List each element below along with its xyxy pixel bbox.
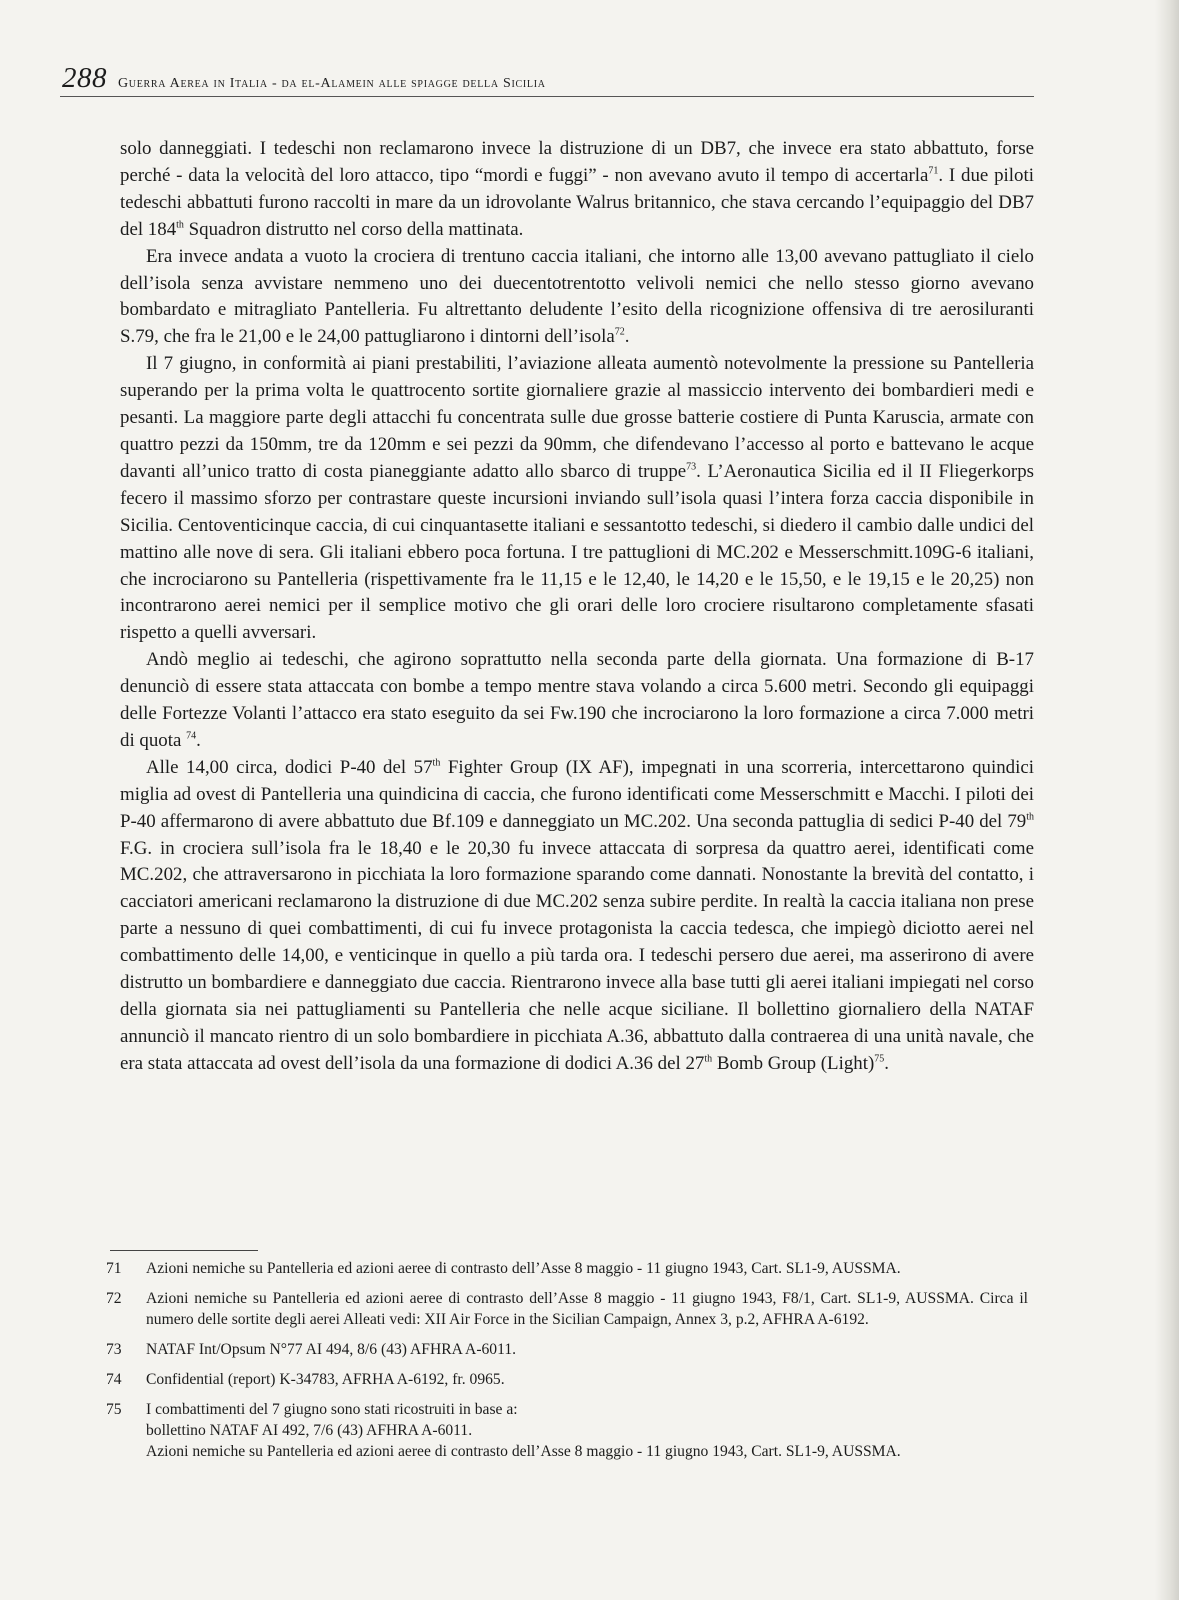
- footnote-divider: [110, 1250, 258, 1251]
- footnote-ref-72: 72: [614, 327, 625, 339]
- footnote-number: 75: [106, 1401, 122, 1418]
- footnote-text: Confidential (report) K-34783, AFRHA A-6192, fr. 0965.: [146, 1371, 505, 1388]
- paragraph-3-text-a: Il 7 giugno, in conformità ai piani prestabiliti, l’aviazione alleata aumentò notevolmente la pressione su Pantelleria superando per la prima volta le quattrocento sortite giornaliere grazie al massiccio intervento dei bombardieri medi e pesanti. La maggiore parte degli attacchi fu concentrata sulle due grosse batterie costiere di Punta Karuscia, armate con quattro pezzi da 150mm, tre da 120mm e sei pezzi da 90mm, che difendevano l’accesso al porto e battevano le acque davanti all’unico tratto di costa pianeggiante adatto allo sbarco di truppe: [120, 353, 1034, 482]
- footnote-number: 72: [106, 1290, 122, 1307]
- footnote-number: 74: [106, 1371, 122, 1388]
- footnote-number: 73: [106, 1341, 122, 1358]
- paragraph-4-text-a: Andò meglio ai tedeschi, che agirono soprattutto nella seconda parte della giornata. Una formazione di B-17 denunciò di essere stata attaccata con bombe a tempo mentre stava volando a circa 5.600 metri. Secondo gli equipaggi delle Fortezze Volanti l’attacco era stato eseguito da sei Fw.190 che incrociarono la loro formazione a circa 7.000 metri di quota: [120, 649, 1034, 751]
- footnote-72: [106, 1288, 1028, 1330]
- running-header: [60, 64, 1034, 97]
- paragraph-3: [120, 351, 1034, 647]
- paragraph-2-text-a: Era invece andata a vuoto la crociera di trentuno caccia italiani, che intorno alle 13,00 avevano pattugliato il cielo dell’isola senza avvistare nemmeno uno dei duecentotrentotto velivoli nemici che nello stesso giorno avevano bombardato e mitragliato Pantelleria. Fu altrettanto deludente l’esito della ricognizione offensiva di tre aerosiluranti S.79, che fra le 21,00 e le 24,00 pattugliarono i dintorni dell’isola: [120, 245, 1034, 348]
- page-number: 288: [62, 62, 107, 94]
- ordinal-suffix: th: [432, 757, 441, 769]
- footnote-text: NATAF Int/Opsum N°77 AI 494, 8/6 (43) AFHRA A-6011.: [146, 1341, 517, 1358]
- footnote-ref-75: 75: [874, 1053, 885, 1065]
- paragraph-1: [120, 136, 1034, 244]
- main-text: [120, 136, 1034, 1078]
- footnote-text: Azioni nemiche su Pantelleria ed azioni aeree di contrasto dell’Asse 8 maggio - 11 giugno 1943, Cart. SL1-9, AUSSMA.: [146, 1260, 901, 1277]
- paragraph-4: [120, 647, 1034, 755]
- footnote-71: [106, 1258, 1028, 1279]
- footnote-text: I combattimenti del 7 giugno sono stati ricostruiti in base a:: [146, 1401, 518, 1418]
- footnote-text: bollettino NATAF AI 492, 7/6 (43) AFHRA A-6011.: [146, 1422, 473, 1439]
- paragraph-3-text-b: . L’Aeronautica Sicilia ed il II Fliegerkorps fecero il massimo sforzo per contrastare queste incursioni inviando sull’isola quasi l’intera forza caccia disponibile in Sicilia. Centoventicinque caccia, di cui cinquantasette italiani e sessantotto tedeschi, si diedero il cambio dalle undici del mattino alle nove di sera. Gli italiani ebbero poca fortuna. I tre pattuglioni di MC.202 e Messerschmitt.109G-6 italiani, che incrociarono su Pantelleria (rispettivamente fra le 11,15 e le 12,40, le 14,20 e le 15,50, e le 19,15 e le 20,25) non incontrarono aerei nemici per il semplice motivo che gli orari delle loro crociere risultarono completamente sfasati rispetto a quelli avversari.: [120, 460, 1035, 644]
- paragraph-5-text-d: Bomb Group (Light): [712, 1052, 875, 1074]
- paragraph-2-text-b: .: [624, 326, 630, 348]
- footnote-text: Azioni nemiche su Pantelleria ed azioni aeree di contrasto dell’Asse 8 maggio - 11 giugno 1943, F8/1, Cart. SL1-9, AUSSMA. Circa il numero delle sortite degli aerei Alleati vedi: XII Air Force in the Sicilian Campaign, Annex 3, p.2, AFHRA A-6192.: [146, 1290, 1028, 1328]
- paragraph-1-text-c: Squadron distrutto nel corso della mattinata.: [183, 218, 524, 240]
- paragraph-1-text-a: solo danneggiati. I tedeschi non reclamarono invece la distruzione di un DB7, che invece era stato abbattuto, forse perché - data la velocità del loro attacco, tipo “mordi e fuggi” - non avevano avuto il tempo di accertarla: [120, 138, 1034, 186]
- paragraph-4-text-b: .: [196, 729, 201, 751]
- page-edge-shadow: [1155, 0, 1179, 1600]
- footnote-ref-71: 71: [928, 165, 939, 177]
- footnote-text: Azioni nemiche su Pantelleria ed azioni aeree di contrasto dell’Asse 8 maggio - 11 giugno 1943, Cart. SL1-9, AUSSMA.: [146, 1443, 901, 1460]
- footnote-number: 71: [106, 1260, 122, 1277]
- ordinal-suffix: th: [704, 1053, 713, 1065]
- footnote-ref-74: 74: [186, 730, 197, 742]
- paragraph-1-text-b: . I due piloti tedeschi abbattuti furono raccolti in mare da un idrovolante Walrus britannico, che stava cercando l’equipaggio del DB7 del 184: [120, 164, 1034, 240]
- footnote-74: [106, 1369, 1028, 1390]
- footnote-75: [106, 1399, 1028, 1462]
- footnote-73: [106, 1339, 1028, 1360]
- paragraph-5: [120, 755, 1034, 1078]
- paragraph-5-text-b: Fighter Group (IX AF), impegnati in una scorreria, intercettarono quindici miglia ad ovest di Pantelleria una quindicina di caccia, che furono identificati come Messerschmitt e Macchi. I piloti dei P-40 affermarono di avere abbattuto due Bf.109 e danneggiato un MC.202. Una seconda pattuglia di sedici P-40 del 79: [120, 756, 1034, 832]
- paragraph-2: [120, 244, 1034, 352]
- running-title: Guerra Aerea in Italia - da el-Alamein alle spiagge della Sicilia: [118, 76, 546, 91]
- footnote-ref-73: 73: [686, 461, 697, 473]
- ordinal-suffix: th: [1026, 811, 1034, 823]
- paragraph-5-text-e: .: [884, 1052, 889, 1074]
- paragraph-5-text-c: F.G. in crociera sull’isola fra le 18,40 e le 20,30 fu invece attaccata di sorpresa da quattro aerei, identificati come MC.202, che attraversarono in picchiata la loro formazione sparando come dannati. Nonostante la brevità del contatto, i cacciatori americani reclamarono la distruzione di due MC.202 senza subire perdite. In realtà la caccia italiana non prese parte a nessuno di quei combattimenti, di cui fu invece protagonista la caccia tedesca, che impiegò diciotto aerei nel combattimento delle 14,00, e venticinque in quello a più tarda ora. I tedeschi persero due aerei, ma asserirono di avere distrutto un bombardiere e danneggiato due caccia. Rientrarono invece alla base tutti gli aerei italiani impiegati nel corso della giornata sia nei pattugliamenti su Pantelleria che nelle acque siciliane. Il bollettino giornaliero della NATAF annunciò il mancato rientro di un solo bombardiere in picchiata A.36, abbattuto dalla contraerea di una unità navale, che era stata attaccata ad ovest dell’isola da una formazione di dodici A.36 del 27: [120, 837, 1034, 1074]
- paragraph-5-text-a: Alle 14,00 circa, dodici P-40 del 57: [146, 756, 433, 778]
- ordinal-suffix: th: [176, 219, 184, 231]
- footnotes: [106, 1258, 1028, 1471]
